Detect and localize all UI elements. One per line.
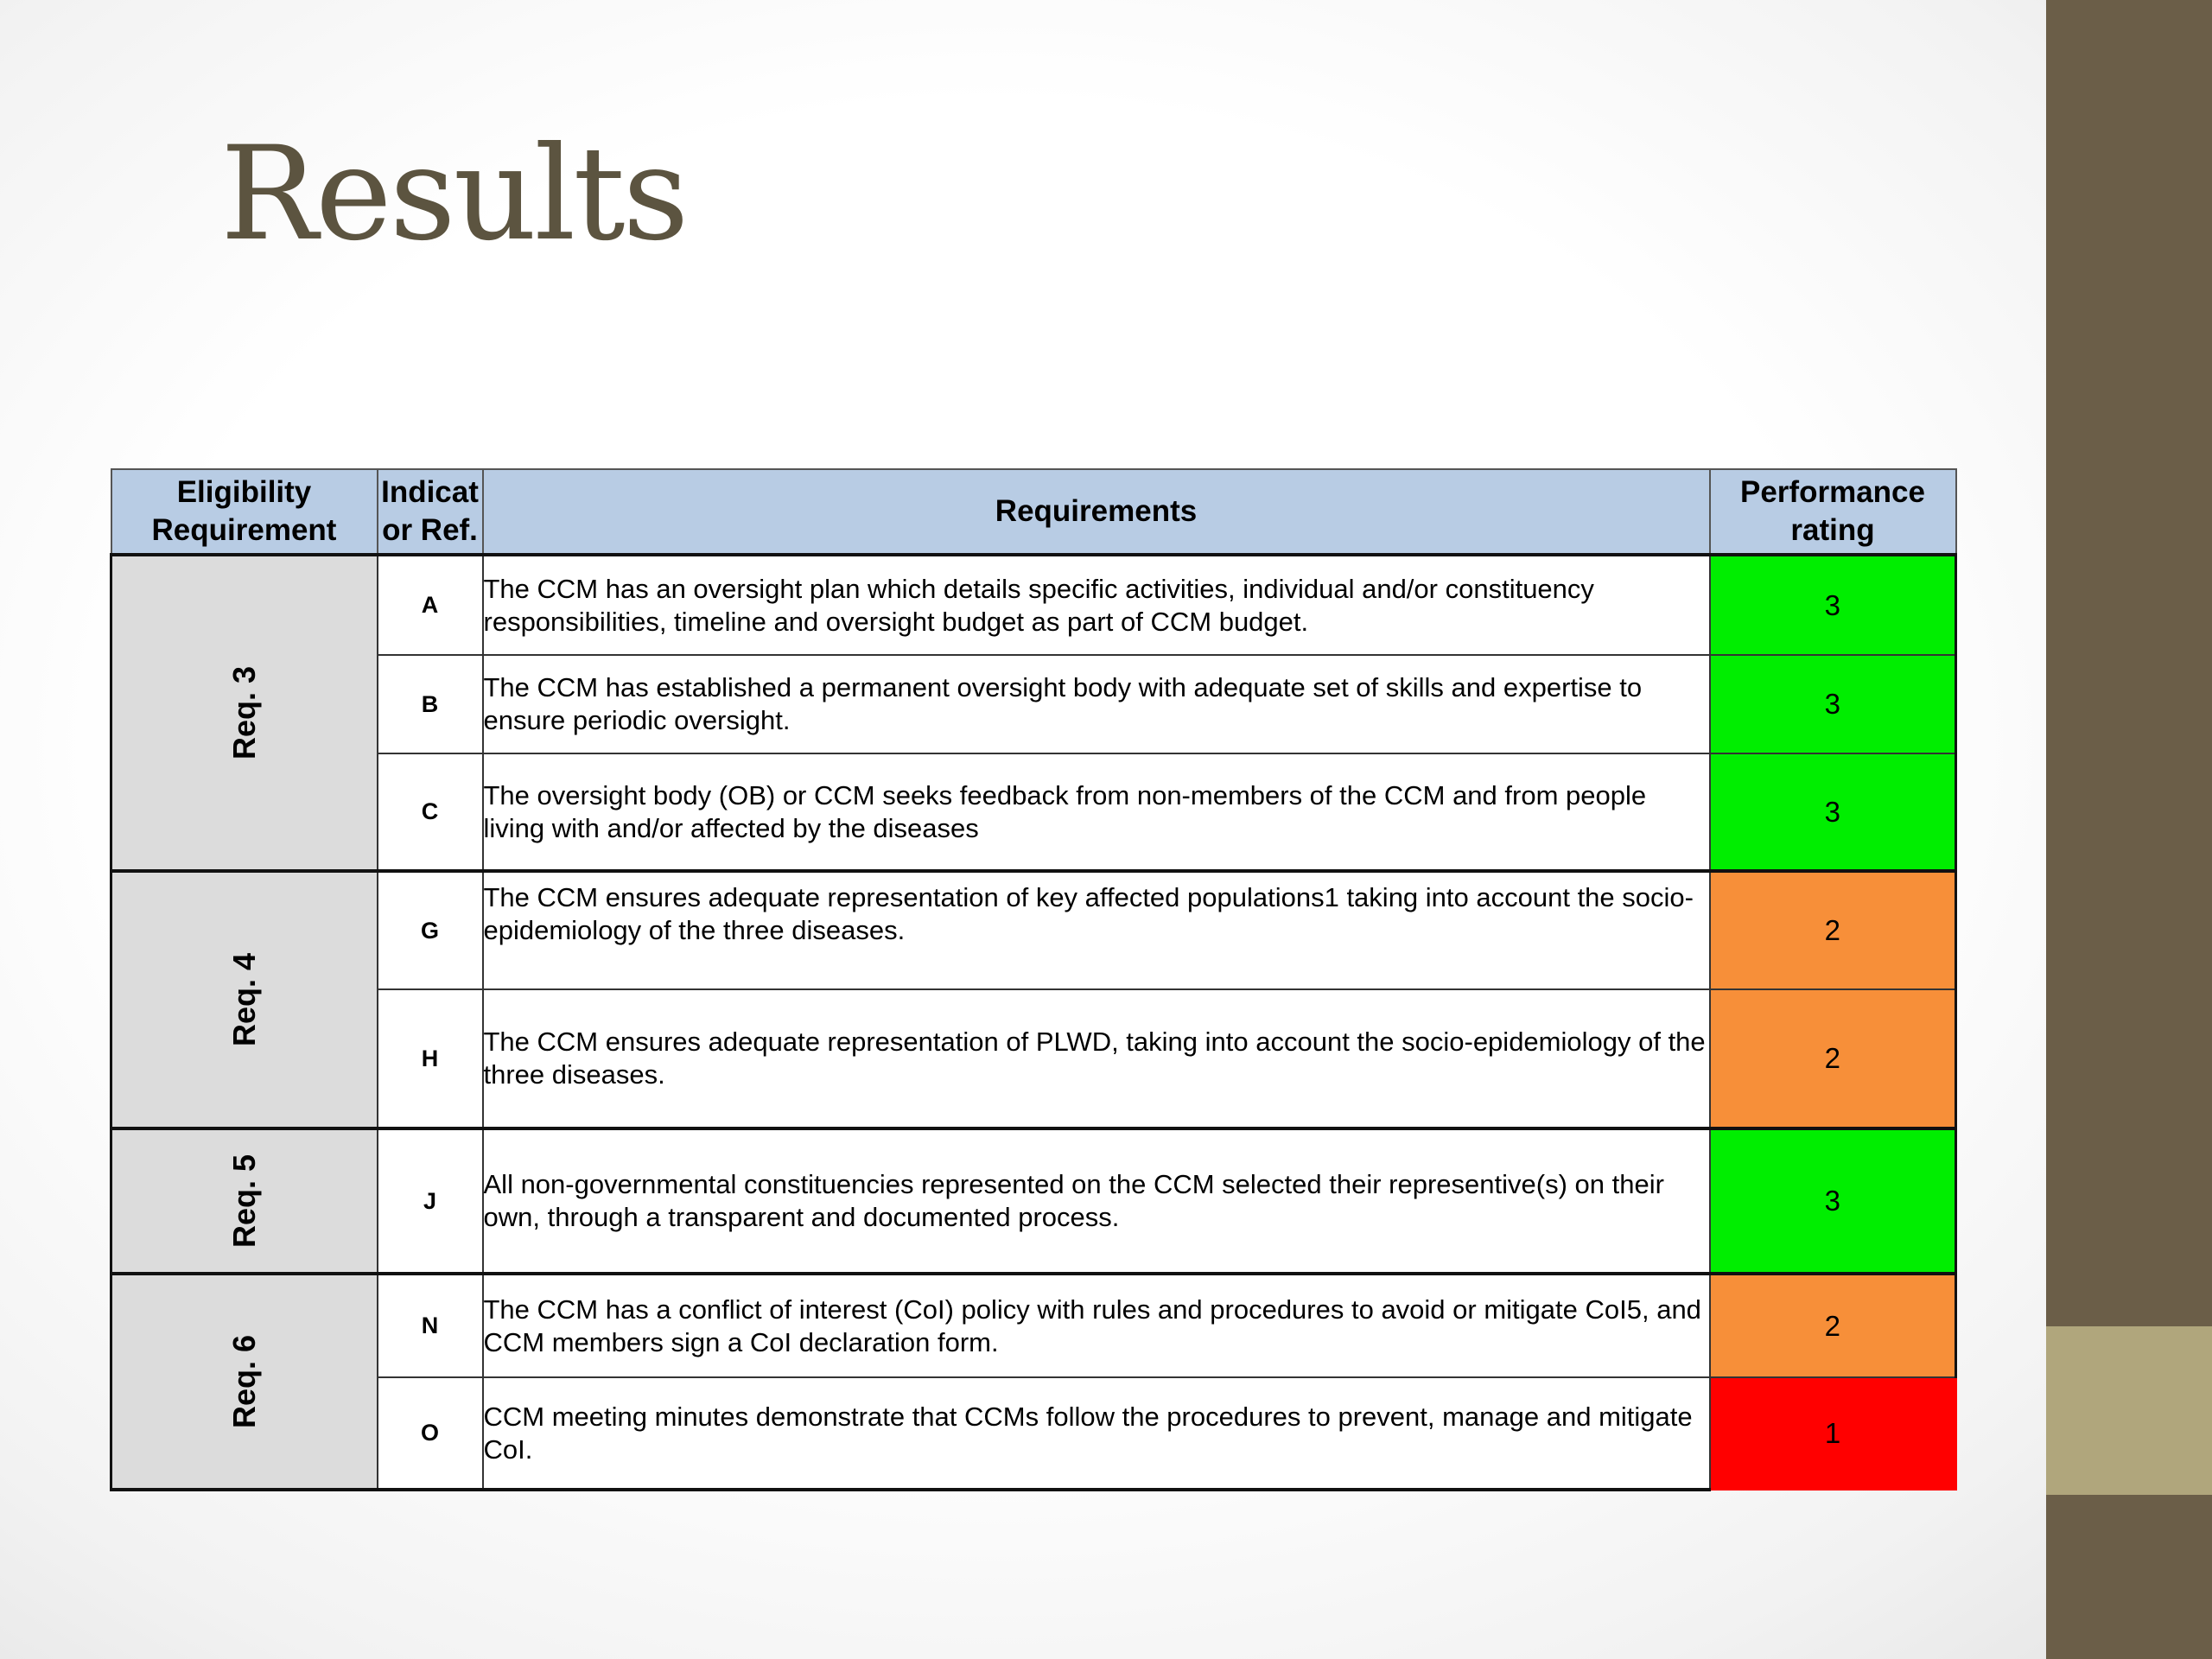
header-indicator: Indicat or Ref.	[378, 469, 483, 555]
indicator-ref: G	[378, 871, 483, 989]
indicator-ref: J	[378, 1128, 483, 1274]
rating-cell: 1	[1710, 1377, 1956, 1490]
group-label: Req. 4	[226, 952, 262, 1047]
group-req-3	[111, 555, 378, 871]
slide-sidebar-accent	[2046, 1326, 2212, 1495]
header-eligibility: Eligibility Requirement	[111, 469, 378, 555]
indicator-ref: B	[378, 655, 483, 753]
group-req-6	[111, 1274, 378, 1490]
table-row	[111, 1274, 1956, 1377]
indicator-ref: N	[378, 1274, 483, 1377]
rating-cell: 3	[1710, 655, 1956, 753]
requirement-text: The CCM has a conflict of interest (CoI) policy with rules and procedures to avoid or mitigate CoI5, and CCM members sign a CoI declaration form.	[483, 1274, 1710, 1377]
rating-cell: 2	[1710, 871, 1956, 989]
group-label: Req. 3	[226, 665, 262, 760]
requirement-text: The oversight body (OB) or CCM seeks feedback from non-members of the CCM and from people living with and/or affected by the diseases	[483, 753, 1710, 871]
rating-cell: 3	[1710, 555, 1956, 655]
rating-cell: 2	[1710, 989, 1956, 1128]
requirement-text: The CCM ensures adequate representation of PLWD, taking into account the socio-epidemiology of the three diseases.	[483, 989, 1710, 1128]
header-requirements: Requirements	[483, 469, 1710, 555]
group-label: Req. 6	[226, 1334, 262, 1429]
table-row	[111, 1377, 1956, 1490]
group-label: Req. 5	[226, 1154, 262, 1249]
slide-title: Results	[220, 119, 687, 270]
group-req-4	[111, 871, 378, 1128]
indicator-ref: O	[378, 1377, 483, 1490]
table-header-row	[111, 469, 1956, 555]
group-req-5	[111, 1128, 378, 1274]
requirement-text: The CCM has established a permanent oversight body with adequate set of skills and expertise to ensure periodic oversight.	[483, 655, 1710, 753]
table-body	[111, 555, 1956, 1490]
table-row	[111, 655, 1956, 753]
table-row	[111, 871, 1956, 989]
requirement-text: CCM meeting minutes demonstrate that CCMs follow the procedures to prevent, manage and mitigate CoI.	[483, 1377, 1710, 1490]
rating-cell: 3	[1710, 1128, 1956, 1274]
table-row	[111, 1128, 1956, 1274]
table-row	[111, 753, 1956, 871]
requirement-text: All non-governmental constituencies represented on the CCM selected their representive(s) on their own, through a transparent and documented process.	[483, 1128, 1710, 1274]
indicator-ref: A	[378, 555, 483, 655]
requirement-text: The CCM has an oversight plan which details specific activities, individual and/or constituency responsibilities, timeline and oversight budget as part of CCM budget.	[483, 555, 1710, 655]
results-table	[110, 468, 1957, 1491]
table-row	[111, 989, 1956, 1128]
table-row	[111, 555, 1956, 655]
indicator-ref: C	[378, 753, 483, 871]
indicator-ref: H	[378, 989, 483, 1128]
rating-cell: 2	[1710, 1274, 1956, 1377]
header-rating: Performance rating	[1710, 469, 1956, 555]
rating-cell: 3	[1710, 753, 1956, 871]
requirement-text: The CCM ensures adequate representation of key affected populations1 taking into account the socio-epidemiology of the three diseases.	[483, 871, 1710, 989]
